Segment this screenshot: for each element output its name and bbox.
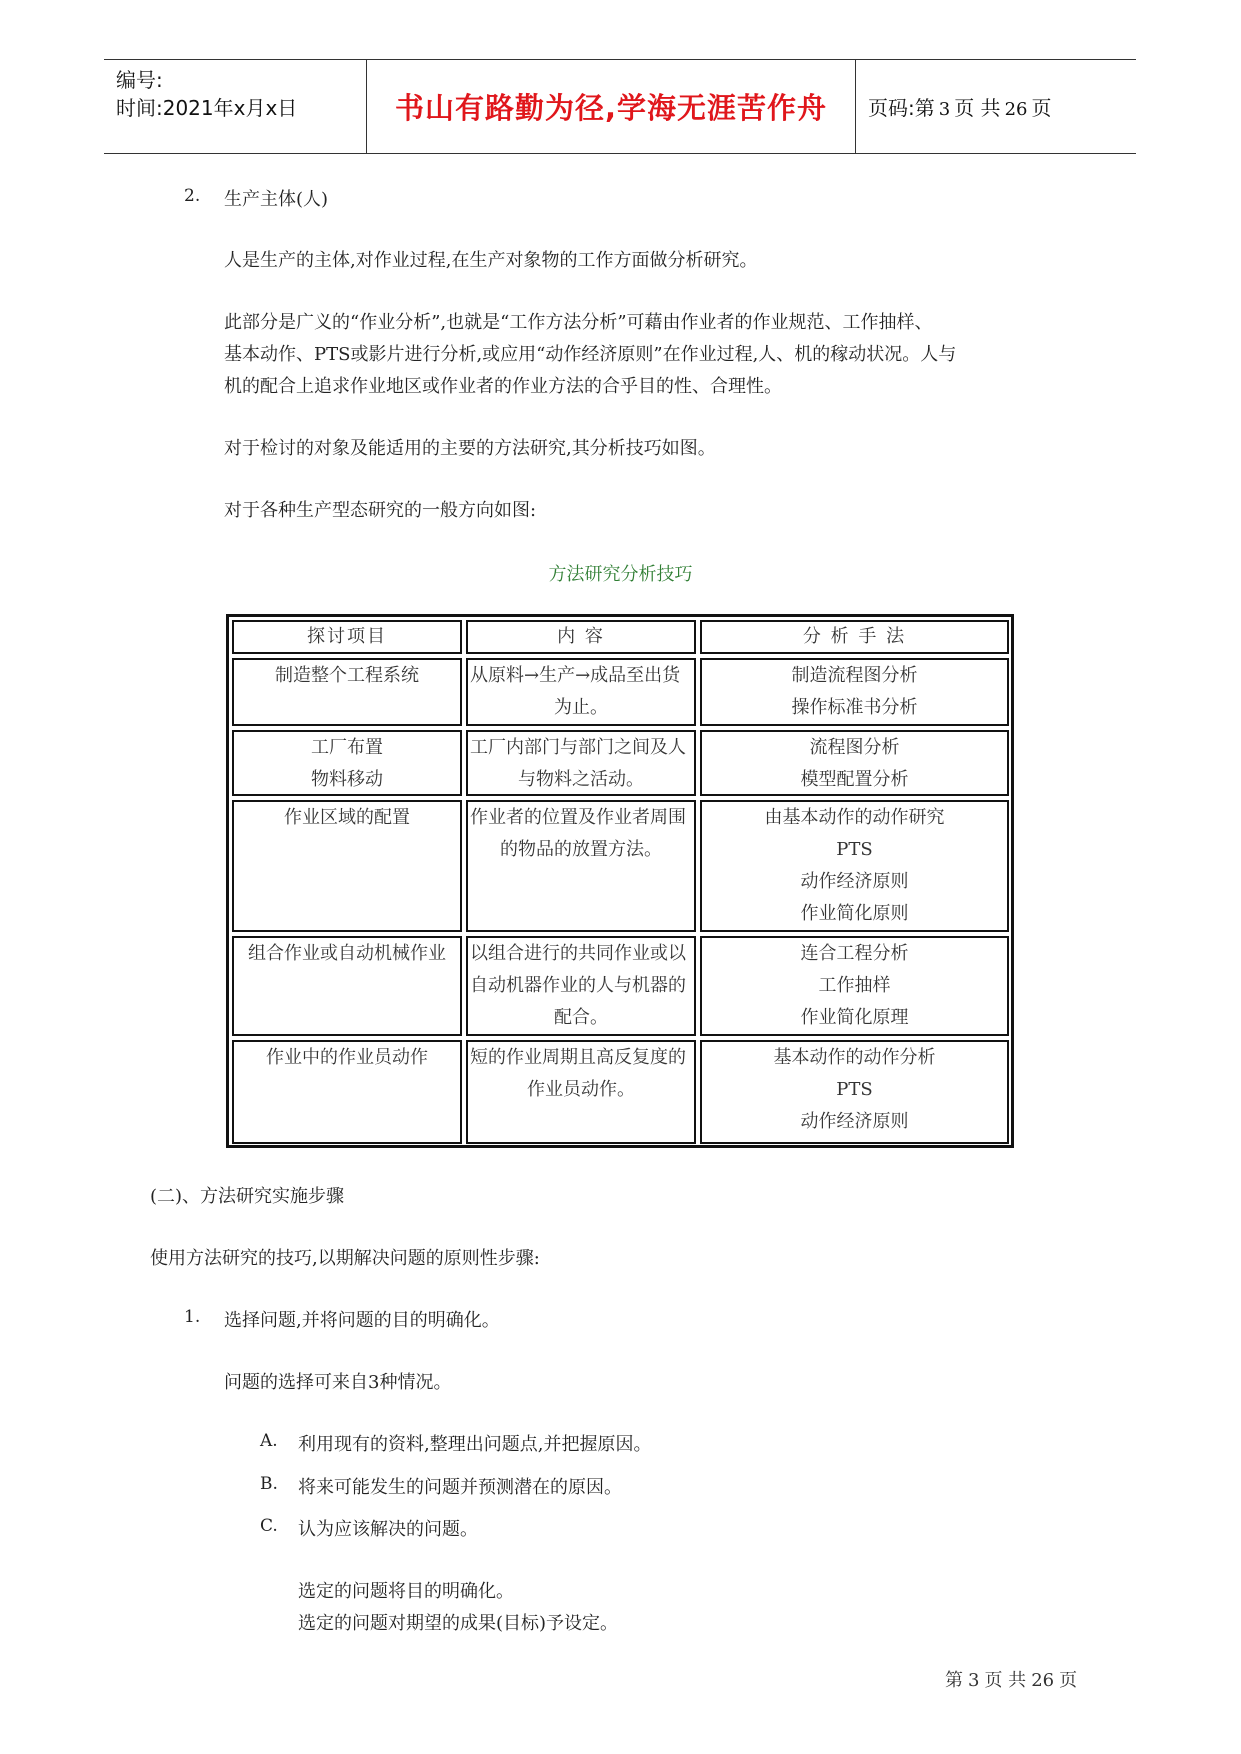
table-row-content [466, 936, 696, 1036]
method-line: 制造流程图分析 [791, 665, 918, 686]
table-header-cell: 探讨项目 [232, 620, 462, 654]
method-line: 作业简化原则 [800, 903, 909, 924]
paragraph-3: 对于检讨的对象及能适用的主要的方法研究,其分析技巧如图。 [224, 438, 716, 459]
note-2: 选定的问题对期望的成果(目标)予设定。 [298, 1613, 619, 1634]
content-line: 自动机器作业的人与机器的 [470, 975, 686, 996]
item2-marker: 2. [184, 186, 201, 206]
time-label: 时间:2021年x月x日 [116, 96, 298, 120]
header-page-cell [856, 60, 1136, 153]
table-header-cell: 内 容 [466, 620, 696, 654]
table-caption: 方法研究分析技巧 [548, 564, 693, 585]
header-page-suffix: 页 [1031, 96, 1052, 120]
footer-prefix: 第 [945, 1670, 963, 1691]
footer-suffix: 页 [1059, 1670, 1078, 1691]
table-header-cell: 分 析 手 法 [700, 620, 1009, 654]
table-row-content [466, 800, 696, 932]
footer-mid: 页 共 [984, 1670, 1027, 1691]
item2-title: 生产主体(人) [224, 189, 329, 210]
table-row-methods [700, 1040, 1009, 1144]
table-row-item [232, 658, 462, 726]
header-page-mid: 页 共 [954, 96, 1001, 120]
method-line: 动作经济原则 [800, 871, 909, 892]
item-line: 物料移动 [311, 769, 383, 790]
content-line: 作业员动作。 [527, 1079, 635, 1100]
section-2-title: (二)、方法研究实施步骤 [150, 1186, 345, 1207]
method-line: 流程图分析 [809, 737, 900, 758]
method-line: 由基本动作的动作研究 [764, 807, 945, 828]
table-row-item [232, 730, 462, 796]
option-marker: B. [260, 1474, 278, 1494]
content-line: 作业者的位置及作业者周围 [470, 807, 686, 828]
motto: 书山有路勤为径,学海无涯苦作舟 [394, 91, 828, 125]
table-row-item [232, 936, 462, 1036]
method-line: 连合工程分析 [800, 943, 909, 964]
header-page-prefix: 页码:第 [868, 96, 935, 120]
option-text: 认为应该解决的问题。 [298, 1519, 478, 1540]
footer-page-total: 26 [1031, 1670, 1055, 1691]
method-line: 操作标准书分析 [791, 697, 918, 718]
option-marker: C. [260, 1516, 278, 1536]
item-line: 组合作业或自动机械作业 [248, 943, 446, 964]
page-header [104, 59, 1136, 154]
table-row-content [466, 658, 696, 726]
content-line: 以组合进行的共同作业或以 [470, 943, 686, 964]
table-row-item [232, 800, 462, 932]
method-line: 动作经济原则 [800, 1111, 909, 1132]
table-row-content [466, 730, 696, 796]
option-marker: A. [260, 1431, 278, 1451]
header-page-total: 26 [1004, 99, 1028, 120]
table-row-methods [700, 936, 1009, 1036]
step1-marker: 1. [184, 1307, 201, 1327]
method-line: 模型配置分析 [800, 769, 909, 790]
method-line: 基本动作的动作分析 [773, 1047, 936, 1068]
header-page-info [868, 92, 1051, 121]
header-motto-cell [367, 60, 856, 153]
table-row-content [466, 1040, 696, 1144]
table-row-methods [700, 658, 1009, 726]
method-line: 作业简化原理 [800, 1007, 909, 1028]
serial-label: 编号: [116, 68, 163, 92]
item-line: 制造整个工程系统 [275, 665, 419, 686]
header-page-num: 3 [938, 99, 951, 120]
note-1: 选定的问题将目的明确化。 [298, 1581, 514, 1602]
footer-page-num: 3 [968, 1670, 980, 1691]
content-line: 的物品的放置方法。 [500, 839, 662, 860]
step1-text: 选择问题,并将问题的目的明确化。 [224, 1310, 500, 1331]
method-analysis-table [226, 614, 1014, 1148]
header-left-cell [104, 60, 367, 153]
page-footer [945, 1666, 1077, 1692]
option-text: 利用现有的资料,整理出问题点,并把握原因。 [298, 1434, 652, 1455]
content-line: 与物料之活动。 [518, 769, 644, 790]
table-row-methods [700, 730, 1009, 796]
paragraph-2-line-2: 基本动作、PTS或影片进行分析,或应用“动作经济原则”在作业过程,人、机的稼动状况。人与 [224, 344, 957, 365]
method-line: 工作抽样 [818, 975, 891, 996]
content-line: 配合。 [554, 1007, 608, 1028]
content-line: 短的作业周期且高反复度的 [470, 1047, 686, 1068]
section-2-intro: 使用方法研究的技巧,以期解决问题的原则性步骤: [150, 1248, 540, 1269]
item-line: 作业中的作业员动作 [266, 1047, 428, 1068]
option-text: 将来可能发生的问题并预测潜在的原因。 [298, 1477, 622, 1498]
paragraph-4: 对于各种生产型态研究的一般方向如图: [224, 500, 537, 521]
paragraph-2-line-3: 机的配合上追求作业地区或作业者的作业方法的合乎目的性、合理性。 [224, 376, 782, 397]
content-line: 从原料→生产→成品至出货 [470, 665, 681, 686]
table-row-item [232, 1040, 462, 1144]
content-line: 工厂内部门与部门之间及人 [470, 737, 686, 758]
step1-sub: 问题的选择可来自3种情况。 [224, 1372, 452, 1393]
method-line: PTS [836, 1079, 873, 1100]
item-line: 工厂布置 [311, 737, 383, 758]
paragraph-2-line-1: 此部分是广义的“作业分析”,也就是“工作方法分析”可藉由作业者的作业规范、工作抽样、 [224, 312, 933, 333]
method-line: PTS [836, 839, 873, 860]
table-row-methods [700, 800, 1009, 932]
content-line: 为止。 [554, 697, 608, 718]
paragraph-1: 人是生产的主体,对作业过程,在生产对象物的工作方面做分析研究。 [224, 250, 758, 271]
item-line: 作业区域的配置 [284, 807, 410, 828]
